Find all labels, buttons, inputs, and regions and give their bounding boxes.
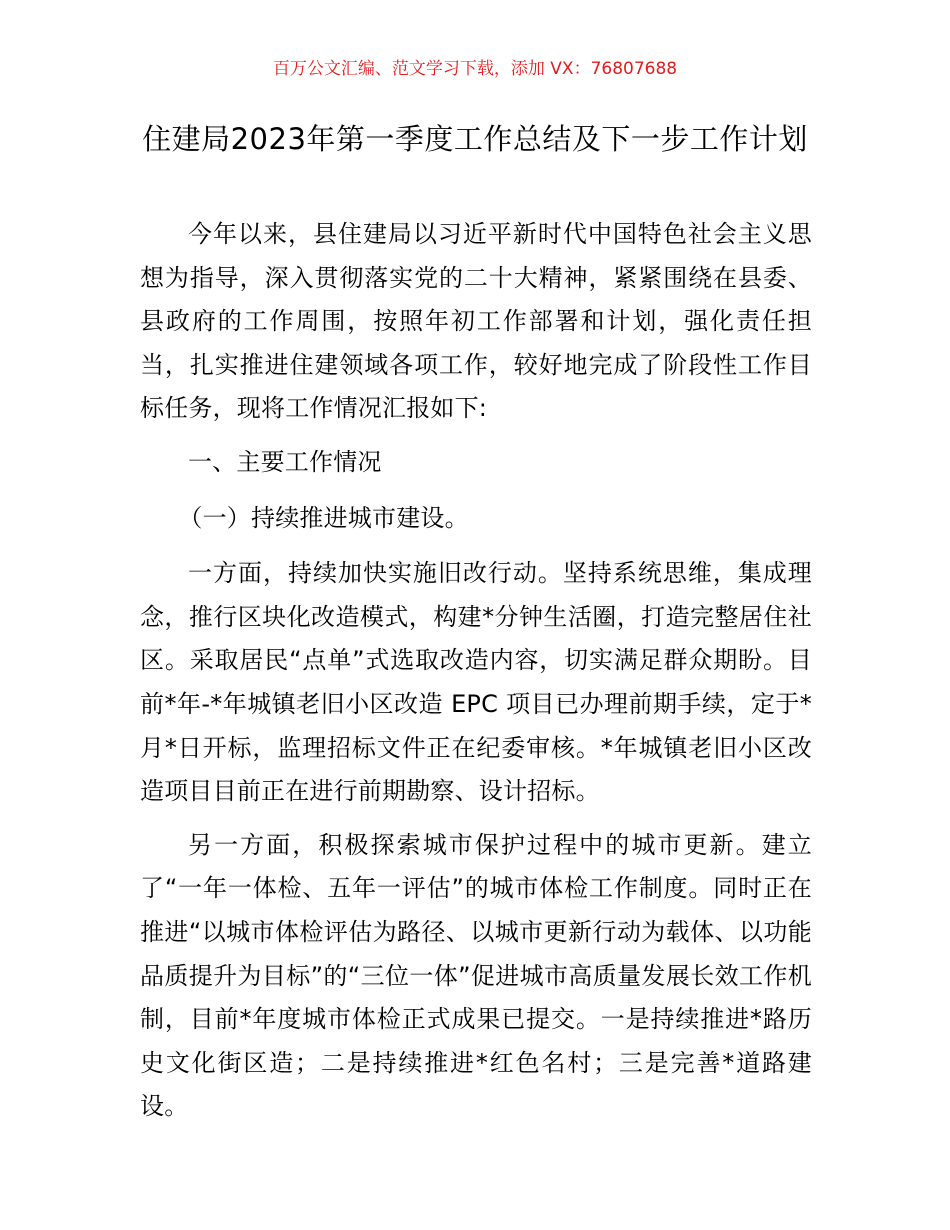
body-paragraph-renovation: 一方面，持续加快实施旧改行动。坚持系统思维，集成理念，推行区块化改造模式，构建*分钟生活圈，打造完整居住社区。采取居民“点单”式选取改造内容，切实满足群众期盼。目前*年-*年城镇老旧小区改造 EPC 项目已办理前期手续，定于*月*日开标，监理招标文件正在纪委审核。*年城镇老旧小区改造项目目前正在进行前期勘察、设计招标。 [140, 559, 812, 806]
document-body [140, 213, 812, 1139]
subsection-heading: （一）持续推进城市建设。 [178, 503, 469, 532]
document-title: 住建局2023年第一季度工作总结及下一步工作计划 [142, 122, 808, 156]
intro-paragraph: 今年以来，县住建局以习近平新时代中国特色社会主义思想为指导，深入贯彻落实党的二十大精神，紧紧围绕在县委、县政府的工作周围，按照年初工作部署和计划，强化责任担当，扎实推进住建领域各项工作，较好地完成了阶段性工作目标任务，现将工作情况汇报如下: [140, 220, 812, 423]
section-heading: 一、主要工作情况 [188, 447, 382, 476]
watermark-banner: 百万公文汇编、范文学习下载，添加 VX：76807688 [272, 59, 678, 79]
body-paragraph-urban-renewal: 另一方面，积极探索城市保护过程中的城市更新。建立了“一年一体检、五年一评估”的城市体检工作制度。同时正在推进“以城市体检评估为路径、以城市更新行动为载体、以功能品质提升为目标”的“三位一体”促进城市高质量发展长效工作机制，目前*年度城市体检正式成果已提交。一是持续推进*路历史文化街区造；二是持续推进*红色名村；三是完善*道路建设。 [140, 830, 812, 1121]
